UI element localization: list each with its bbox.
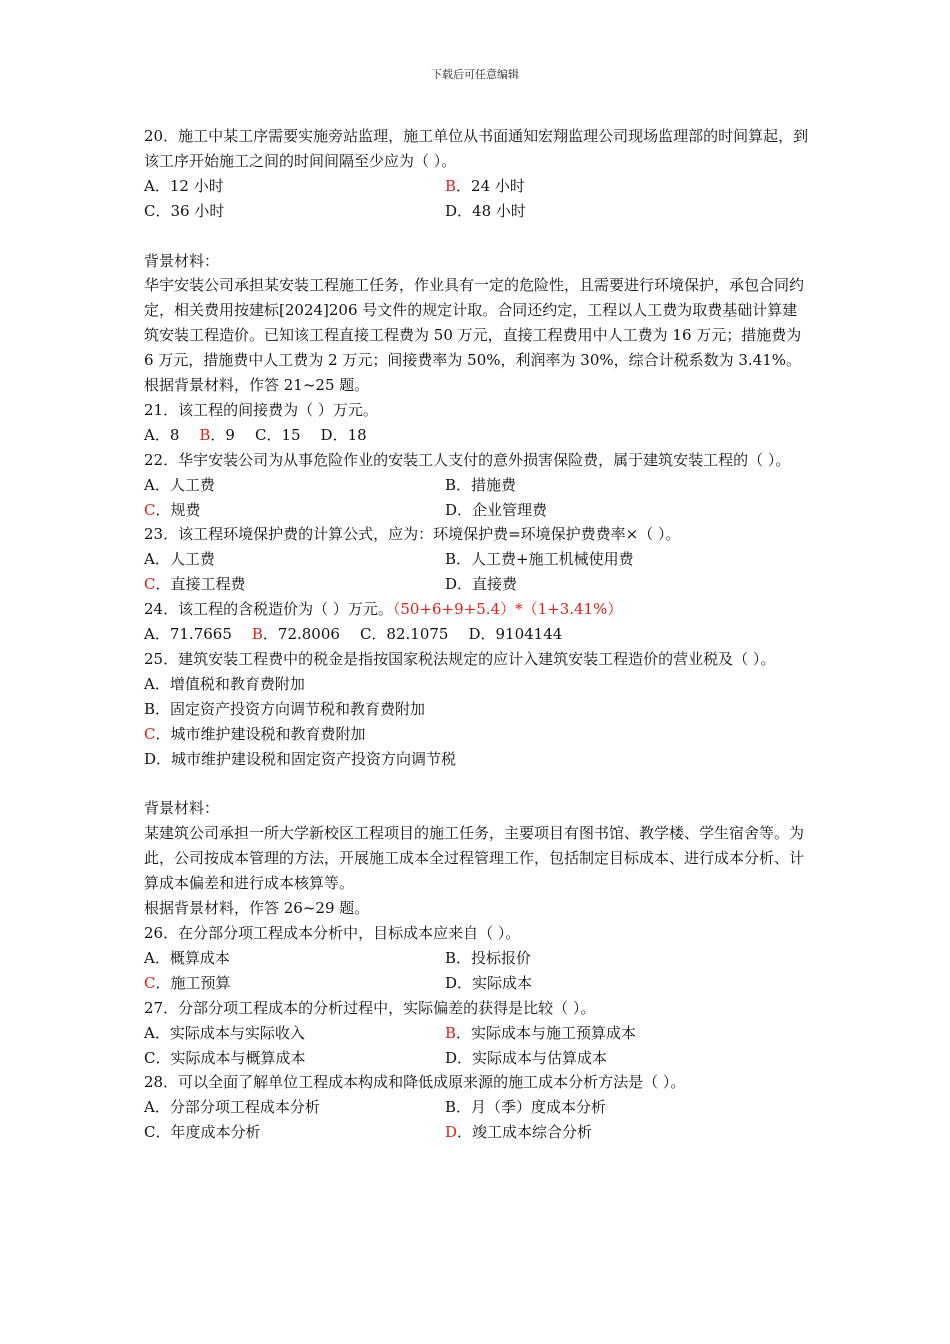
q22-option-d: D．企业管理费 — [445, 500, 548, 519]
q26-option-b: B．投标报价 — [445, 948, 532, 967]
answer-formula: （50+6+9+5.4）*（1+3.41%） — [392, 600, 623, 619]
question-25: 25．建筑安装工程费中的税金是指按国家税法规定的应计入建筑安装工程造价的营业税及（ ）。 — [144, 650, 776, 669]
background-title-2: 背景材料： — [144, 799, 220, 818]
question-23: 23．该工程环境保护费的计算公式，应为：环境保护费=环境保护费费率×（ ）。 — [144, 525, 681, 544]
q24-option-a: A．71.7665 — [144, 625, 232, 644]
q23-option-d: D．直接费 — [445, 575, 518, 594]
question-24: 24．该工程的含税造价为（ ）万元。（50+6+9+5.4）*（1+3.41%） — [144, 600, 623, 619]
q20-option-a: A．12 小时 — [144, 176, 224, 195]
q25-option-d: D．城市维护建设税和固定资产投资方向调节税 — [144, 749, 457, 768]
q22-option-a: A．人工费 — [144, 475, 215, 494]
q28-option-c: C．年度成本分析 — [144, 1123, 261, 1142]
q23-options-row-2 — [144, 572, 812, 597]
q28-options-row-1 — [144, 1095, 812, 1120]
q21-option-a: A．8 — [144, 425, 180, 444]
q28-options-row-2 — [144, 1120, 812, 1145]
q26-option-c: C．施工预算 — [144, 973, 231, 992]
question-26: 26．在分部分项工程成本分析中，目标成本应来自（ ）。 — [144, 923, 521, 942]
background-body-2: 某建筑公司承担一所大学新校区工程项目的施工任务，主要项目有图书馆、教学楼、学生宿舍等。为此，公司按成本管理的方法，开展施工成本全过程管理工作，包括制定目标成本、进行成本分析、计算成本偏差和进行成本核算等。 — [144, 824, 805, 893]
q23-options-row-1 — [144, 547, 812, 572]
q27-option-d: D．实际成本与估算成本 — [445, 1048, 608, 1067]
page-header: 下载后可任意编辑 — [431, 68, 519, 81]
q22-options-row-1 — [144, 473, 812, 498]
q21-options — [144, 423, 812, 448]
question-22: 22．华宇安装公司为从事危险作业的安装工人支付的意外损害保险费，属于建筑安装工程的（ ）。 — [144, 450, 791, 469]
q27-option-c: C．实际成本与概算成本 — [144, 1048, 306, 1067]
q20-option-b: B．24 小时 — [445, 176, 525, 195]
q21-option-d: D．18 — [320, 425, 367, 444]
q22-option-c: C．规费 — [144, 500, 201, 519]
q27-options-row-2 — [144, 1046, 812, 1071]
q23-option-c: C．直接工程费 — [144, 575, 246, 594]
q20-option-c: C．36 小时 — [144, 201, 225, 220]
q26-option-a: A．概算成本 — [144, 948, 230, 967]
background-instruction-1: 根据背景材料，作答 21~25 题。 — [144, 376, 370, 395]
q26-options-row-2 — [144, 971, 812, 996]
q27-option-a: A．实际成本与实际收入 — [144, 1023, 305, 1042]
q25-option-b: B．固定资产投资方向调节税和教育费附加 — [144, 699, 426, 718]
q24-options — [144, 622, 812, 647]
background-title-1: 背景材料： — [144, 251, 220, 270]
q21-option-c: C．15 — [254, 425, 301, 444]
q20-options-row-2 — [144, 199, 812, 224]
q24-option-b: B．72.8006 — [251, 625, 340, 644]
q24-option-c: C．82.1075 — [359, 625, 449, 644]
q28-option-b: B．月（季）度成本分析 — [445, 1098, 607, 1117]
q20-option-d: D．48 小时 — [445, 201, 526, 220]
q22-option-b: B．措施费 — [445, 475, 517, 494]
q28-option-d: D．竣工成本综合分析 — [445, 1123, 593, 1142]
q27-options-row-1 — [144, 1021, 812, 1046]
q27-option-b: B．实际成本与施工预算成本 — [445, 1023, 637, 1042]
q24-option-d: D．9104144 — [468, 625, 563, 644]
q22-options-row-2 — [144, 498, 812, 523]
q25-option-c: C．城市维护建设税和教育费附加 — [144, 724, 366, 743]
q25-option-a: A．增值税和教育费附加 — [144, 674, 305, 693]
question-27: 27．分部分项工程成本的分析过程中，实际偏差的获得是比较（ ）。 — [144, 998, 596, 1017]
background-body-1: 华宇安装公司承担某安装工程施工任务，作业具有一定的危险性，且需要进行环境保护，承包合同约定，相关费用按建标[2024]206 号文件的规定计取。合同还约定，工程以人工费为取费基础计算建筑安装工程造价。已知该工程直接工程费为 50 万元，直接工程费用中人工费为 16 万元；措施费为 6 万元，措施费中人工费为 2 万元；间接费率为 50%，利润率为 30%，综合计税系数为 3.41%。 — [144, 276, 805, 370]
q23-option-a: A．人工费 — [144, 550, 215, 569]
question-28: 28．可以全面了解单位工程成本构成和降低成原来源的施工成本分析方法是（ ）。 — [144, 1073, 686, 1092]
question-21: 21．该工程的间接费为（ ）万元。 — [144, 400, 378, 419]
q26-option-d: D．实际成本 — [445, 973, 533, 992]
q20-options-row-1 — [144, 174, 812, 199]
q28-option-a: A．分部分项工程成本分析 — [144, 1098, 320, 1117]
answer-mark: B — [445, 176, 457, 195]
document-body — [144, 124, 812, 1145]
question-20: 20．施工中某工序需要实施旁站监理，施工单位从书面通知宏翔监理公司现场监理部的时间算起，到该工序开始施工之间的时间间隔至少应为（ ）。 — [144, 127, 809, 170]
q23-option-b: B．人工费+施工机械使用费 — [445, 550, 634, 569]
q21-option-b: B．9 — [199, 425, 235, 444]
background-instruction-2: 根据背景材料，作答 26~29 题。 — [144, 899, 370, 918]
q26-options-row-1 — [144, 946, 812, 971]
